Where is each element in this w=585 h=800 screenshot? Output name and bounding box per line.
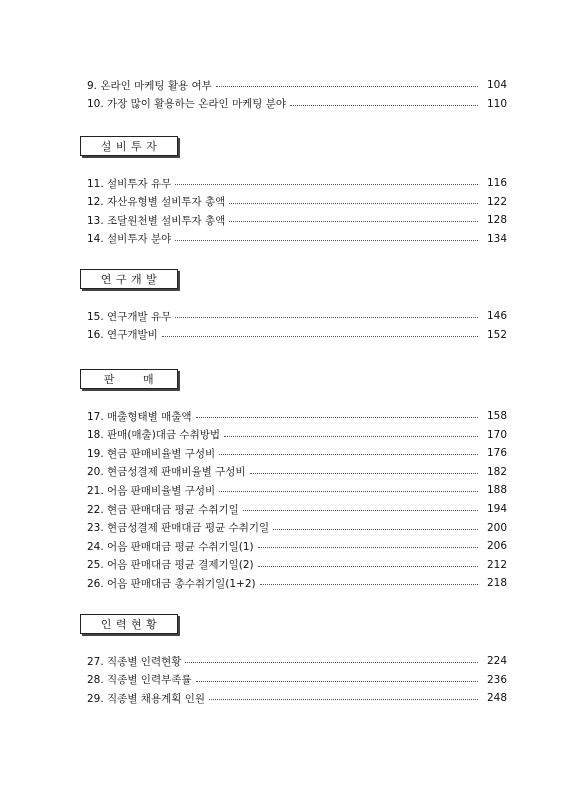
toc-entry-label: 17. 매출형태별 매출액 <box>87 410 192 423</box>
toc-entry-label: 23. 현금성결제 판매대금 평균 수취기일 <box>87 522 270 535</box>
dot-leader <box>224 436 478 437</box>
toc-entry[interactable] <box>87 232 507 246</box>
dot-leader <box>209 699 478 700</box>
toc-entry-label: 25. 어음 판매대금 평균 결제기일(2) <box>87 559 254 572</box>
toc-entry[interactable] <box>87 654 507 668</box>
toc-entry-page-number: 236 <box>486 673 507 686</box>
toc-entry-page-number: 182 <box>486 465 507 478</box>
dot-leader <box>290 105 478 106</box>
dot-leader <box>250 473 478 474</box>
toc-entry-page-number: 110 <box>486 97 507 110</box>
section-heading: 연 구 개 발 <box>80 269 178 289</box>
section-heading: 설 비 투 자 <box>80 136 178 156</box>
toc-entry-page-number: 146 <box>486 310 507 322</box>
toc-entry-page-number: 128 <box>486 214 507 227</box>
toc-entry-page-number: 134 <box>486 232 507 245</box>
dot-leader <box>196 681 478 682</box>
dot-leader <box>258 547 478 548</box>
toc-entry[interactable] <box>87 465 507 479</box>
dot-leader <box>219 454 478 455</box>
dot-leader <box>175 317 478 318</box>
toc-entry[interactable] <box>87 539 507 553</box>
toc-entry-label: 11. 설비투자 유무 <box>87 177 172 190</box>
section-heading: 인 력 현 황 <box>80 614 178 634</box>
toc-entry-label: 24. 어음 판매대금 평균 수취기일(1) <box>87 540 254 553</box>
toc-entry-page-number: 218 <box>486 577 507 590</box>
dot-leader <box>258 566 478 567</box>
toc-entry-label: 27. 직종별 인력현황 <box>87 655 182 668</box>
toc-entry-page-number: 104 <box>486 79 507 91</box>
toc-entry-label: 13. 조달원천별 설비투자 총액 <box>87 214 226 227</box>
dot-leader <box>229 203 478 204</box>
toc-entry-label: 21. 어음 판매비율별 구성비 <box>87 484 216 497</box>
toc-entry[interactable] <box>87 213 507 227</box>
toc-entry[interactable] <box>87 483 507 497</box>
toc-entry-page-number: 116 <box>486 177 507 189</box>
dot-leader <box>185 662 478 663</box>
toc-entry-label: 28. 직종별 인력부족률 <box>87 674 192 687</box>
toc-entry[interactable] <box>87 409 507 423</box>
dot-leader <box>175 184 478 185</box>
toc-entry[interactable] <box>87 502 507 516</box>
dot-leader <box>196 417 478 418</box>
dot-leader <box>229 221 478 222</box>
toc-entry[interactable] <box>87 576 507 590</box>
toc-entry-label: 18. 판매(매출)대금 수취방법 <box>87 429 220 442</box>
toc-entry-page-number: 176 <box>486 447 507 460</box>
toc-entry-label: 14. 설비투자 분야 <box>87 233 172 246</box>
toc-entry-page-number: 158 <box>486 410 507 422</box>
toc-entry[interactable] <box>87 97 507 111</box>
toc-entry-label: 15. 연구개발 유무 <box>87 310 172 323</box>
toc-entry[interactable] <box>87 428 507 442</box>
toc-entry-page-number: 170 <box>486 428 507 441</box>
toc-entry[interactable] <box>87 78 507 92</box>
dot-leader <box>175 240 478 241</box>
toc-entry[interactable] <box>87 673 507 687</box>
toc-entry-page-number: 200 <box>486 521 507 534</box>
toc-entry[interactable] <box>87 328 507 342</box>
toc-entry[interactable] <box>87 558 507 572</box>
toc-entry-label: 26. 어음 판매대금 총수취기일(1+2) <box>87 577 256 590</box>
dot-leader <box>273 529 478 530</box>
toc-entry-page-number: 194 <box>486 503 507 515</box>
dot-leader <box>216 86 478 87</box>
toc-entry-page-number: 212 <box>486 558 507 571</box>
toc-entry-label: 20. 현금성결제 판매비율별 구성비 <box>87 466 246 479</box>
toc-entry-label: 22. 현금 판매대금 평균 수취기일 <box>87 503 239 516</box>
dot-leader <box>219 491 478 492</box>
toc-entry-label: 29. 직종별 채용계획 인원 <box>87 692 205 705</box>
dot-leader <box>243 510 478 511</box>
toc-entry[interactable] <box>87 309 507 323</box>
dot-leader <box>162 336 478 337</box>
toc-entry-label: 10. 가장 많이 활용하는 온라인 마케팅 분야 <box>87 98 287 111</box>
toc-entry-page-number: 224 <box>486 655 507 667</box>
toc-entry-page-number: 188 <box>486 484 507 497</box>
toc-entry[interactable] <box>87 176 507 190</box>
toc-entry[interactable] <box>87 446 507 460</box>
toc-entry[interactable] <box>87 195 507 209</box>
toc-entry-label: 19. 현금 판매비율별 구성비 <box>87 447 216 460</box>
toc-entry-label: 12. 자산유형별 설비투자 총액 <box>87 196 226 209</box>
toc-entry[interactable] <box>87 691 507 705</box>
toc-entry-page-number: 206 <box>486 540 507 553</box>
toc-entry-page-number: 152 <box>486 328 507 341</box>
toc-entry[interactable] <box>87 521 507 535</box>
section-heading: 판 매 <box>80 369 178 389</box>
toc-entry-label: 9. 온라인 마케팅 활용 여부 <box>87 79 212 92</box>
toc-entry-label: 16. 연구개발비 <box>87 329 158 342</box>
dot-leader <box>260 584 478 585</box>
toc-entry-page-number: 122 <box>486 195 507 208</box>
toc-entry-page-number: 248 <box>486 692 507 705</box>
